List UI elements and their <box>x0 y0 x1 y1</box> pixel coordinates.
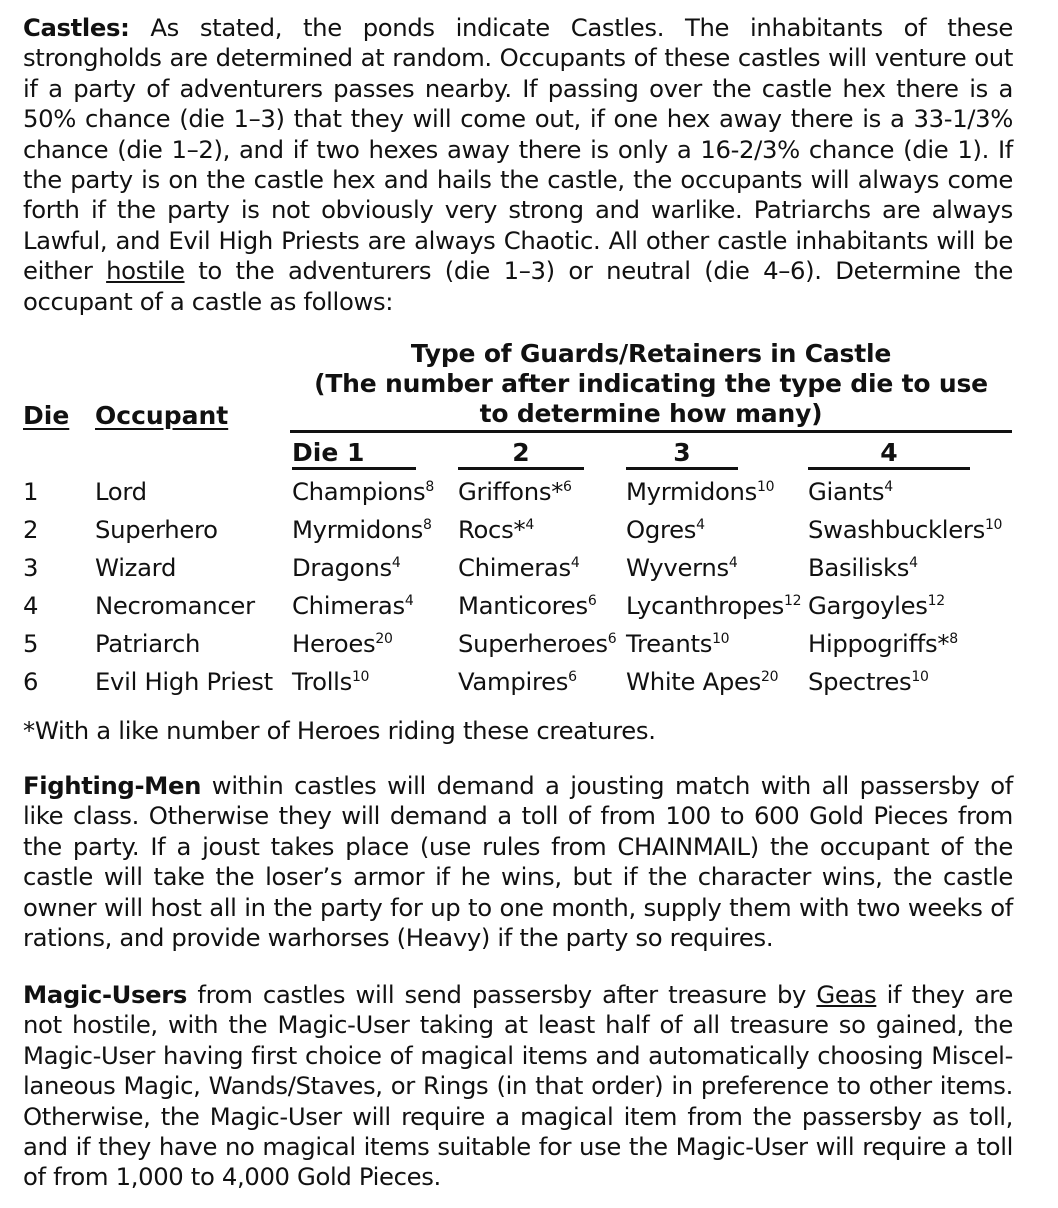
guard-type-name: Vampires <box>458 667 569 696</box>
castles-heading: Castles: <box>23 13 130 42</box>
row-occupant: Evil High Priest <box>95 667 273 696</box>
guard-type-cell <box>626 629 729 659</box>
guard-type-name: Myrmidons <box>292 515 423 544</box>
guard-type-cell <box>292 515 432 545</box>
guard-type-cell <box>458 591 596 621</box>
guard-type-name: Giants <box>808 477 885 506</box>
guard-type-name: Hippogriffs* <box>808 629 950 658</box>
guard-type-die: 4 <box>391 555 401 571</box>
type-header-rule <box>292 467 416 470</box>
type-header-rule <box>808 467 970 470</box>
guard-type-cell <box>808 553 918 583</box>
table-footnote: *With a like number of Heroes riding these creatures. <box>23 716 656 745</box>
row-occupant: Superhero <box>95 515 218 544</box>
guard-type-die: 4 <box>909 555 918 571</box>
guard-type-name: Swashbucklers <box>808 515 985 544</box>
guard-type-cell <box>808 515 1002 545</box>
guard-type-name: Lycanthropes <box>626 591 785 620</box>
guard-type-name: Wyverns <box>626 553 729 582</box>
column-header-occupant: Occupant <box>95 401 229 430</box>
fighting-men-text: within castles will demand a jousting match with all passersby of like class. Otherwise they will demand a toll of from 100 to 600 Gold Pieces from the party. If a joust takes place (use rules from CHAINMAIL) the occupant of the castle will take the loser’s armor if he wins, but if the character wins, the castle owner will host all in the party for up to one month, supply them with two weeks of rations, and provide warhorses (Heavy) if the party so requires. <box>23 771 1013 953</box>
row-die: 4 <box>23 591 39 620</box>
guard-type-cell <box>458 629 616 659</box>
type-header-1: Die 1 <box>292 438 365 467</box>
guard-type-name: Dragons <box>292 553 392 582</box>
guard-type-die: 6 <box>568 669 577 685</box>
guard-type-die: 8 <box>422 517 432 533</box>
guard-type-name: Gargoyles <box>808 591 928 620</box>
guard-type-die: 10 <box>756 479 775 495</box>
fighting-men-paragraph <box>23 771 1013 953</box>
castles-text-b: to the adventurers (die 1–3) or neutral (die 4–6). Determine the occupant of a castle as follows: <box>23 256 1014 316</box>
table-subtitle-line1: (The number after indicating the type die to use <box>314 369 988 398</box>
guard-type-die: 4 <box>525 517 534 533</box>
row-occupant: Patriarch <box>95 629 201 658</box>
row-die: 5 <box>23 629 39 658</box>
guard-type-name: Griffons* <box>458 477 564 506</box>
guard-type-die: 10 <box>984 517 1003 533</box>
guard-type-die: 6 <box>587 593 597 609</box>
guard-type-name: Ogres <box>626 515 697 544</box>
guard-type-cell <box>808 477 893 507</box>
guard-type-cell <box>626 515 705 545</box>
row-die: 1 <box>23 477 39 506</box>
magic-users-text-b: if they are not hostile, with the Magic-User taking at least half of all treasure so gained, the Magic-User having first choice of magical items and automatically choosing Miscel-laneous Magic, Wands/Staves, or Rings (in that order) in preference to other items. Otherwise, the Magic-User will require a magical item from the passersby as toll, and if they have no magical items suitable for use the Magic-User will require a toll of from 1,000 to 4,000 Gold Pieces. <box>23 980 1013 1192</box>
guard-type-die: 4 <box>404 593 414 609</box>
guard-type-name: Rocs* <box>458 515 526 544</box>
guard-type-die: 4 <box>728 555 738 571</box>
type-header-2: 2 <box>512 438 530 467</box>
guard-type-cell <box>808 591 945 621</box>
column-header-die: Die <box>23 401 70 430</box>
guard-type-cell <box>808 629 958 659</box>
guard-type-die: 6 <box>607 631 617 647</box>
row-occupant: Necromancer <box>95 591 255 620</box>
guard-type-cell <box>458 553 579 583</box>
magic-users-text-a: from castles will send passersby after treasure by <box>187 980 817 1009</box>
guard-type-cell <box>292 477 434 507</box>
guard-type-die: 12 <box>784 593 802 609</box>
type-header-4: 4 <box>880 438 898 467</box>
guard-type-name: Chimeras <box>292 591 405 620</box>
guard-type-die: 10 <box>712 631 730 647</box>
table-title-rule <box>290 430 1012 433</box>
guard-type-name: Superheroes <box>458 629 608 658</box>
row-die: 2 <box>23 515 39 544</box>
guard-type-name: Manticores <box>458 591 588 620</box>
type-header-rule <box>626 467 738 470</box>
castles-text-a: As stated, the ponds indicate Castles. The inhabitants of these strongholds are determined at random. Occupants of these castles will venture out if a party of adventurers passes nearby. If passing over the castle hex there is a 50% chance (die 1–3) that they will come out, if one hex away there is a 33-1/3% chance (die 1–2), and if two hexes away there is only a 16-2/3% chance (die 1). If the party is on the castle hex and hails the castle, the occupants will always come forth if the party is not obviously very strong and warlike. Patriarchs are always Lawful, and Evil High Priests are always Chaotic. All other castle inhabitants will be either <box>23 13 1013 286</box>
guard-type-cell <box>292 629 393 659</box>
guard-type-die: 8 <box>425 479 434 495</box>
guard-type-cell <box>626 553 737 583</box>
guard-type-name: Champions <box>292 477 426 506</box>
guard-type-cell <box>458 667 577 697</box>
guard-type-die: 10 <box>351 669 370 685</box>
guard-type-name: White Apes <box>626 667 762 696</box>
castles-paragraph <box>23 13 1013 317</box>
fighting-men-heading: Fighting-Men <box>23 771 202 800</box>
guard-type-name: Treants <box>626 629 713 658</box>
guard-type-cell <box>458 515 534 545</box>
guard-type-die: 10 <box>911 669 929 685</box>
guard-type-die: 6 <box>563 479 572 495</box>
guard-type-cell <box>292 553 400 583</box>
guard-type-cell <box>626 667 778 697</box>
guard-type-name: Myrmidons <box>626 477 757 506</box>
guard-type-cell <box>626 477 774 507</box>
guard-type-die: 4 <box>884 479 893 495</box>
row-occupant: Lord <box>95 477 147 506</box>
guard-type-cell <box>292 591 413 621</box>
guard-type-die: 20 <box>375 631 393 647</box>
guard-type-name: Chimeras <box>458 553 571 582</box>
magic-users-heading: Magic-Users <box>23 980 188 1009</box>
guard-type-die: 20 <box>761 669 779 685</box>
type-header-rule <box>458 467 584 470</box>
guard-type-name: Trolls <box>292 667 352 696</box>
guard-type-die: 12 <box>927 593 945 609</box>
guard-type-die: 8 <box>949 631 958 647</box>
guard-type-cell <box>292 667 369 697</box>
guard-type-name: Heroes <box>292 629 376 658</box>
table-title: Type of Guards/Retainers in Castle <box>410 339 892 368</box>
guard-type-die: 4 <box>696 517 705 533</box>
row-occupant: Wizard <box>95 553 177 582</box>
geas-underlined: Geas <box>816 980 877 1009</box>
guard-type-cell <box>626 591 801 621</box>
hostile-underlined: hostile <box>106 256 185 286</box>
guard-type-cell <box>808 667 929 697</box>
guard-type-die: 4 <box>570 555 580 571</box>
table-subtitle-line2: to determine how many) <box>479 399 823 428</box>
row-die: 3 <box>23 553 39 582</box>
type-header-3: 3 <box>673 438 691 467</box>
row-die: 6 <box>23 667 39 696</box>
guard-type-cell <box>458 477 572 507</box>
guard-type-name: Spectres <box>808 667 912 696</box>
guard-type-name: Basilisks <box>808 553 910 582</box>
magic-users-paragraph <box>23 980 1013 1193</box>
